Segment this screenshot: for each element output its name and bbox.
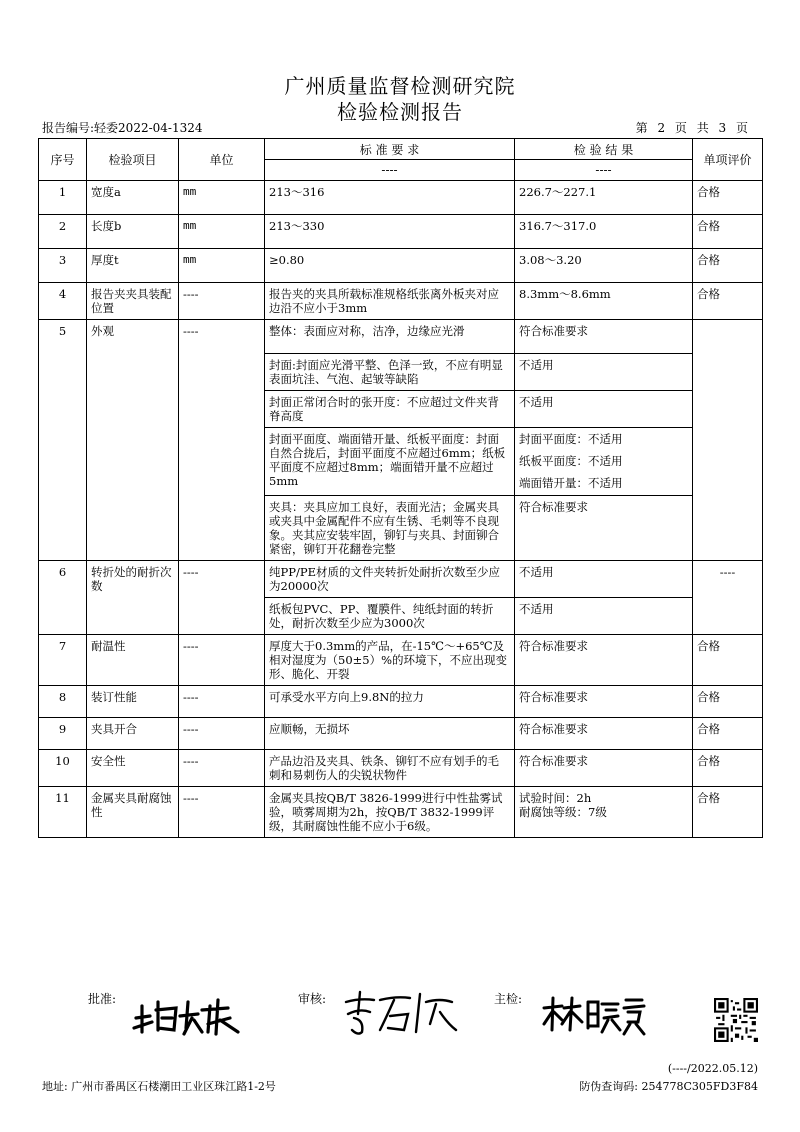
header-standard-label: 标 准 要 求 [359,143,420,157]
result-line: 试验时间：2h [519,791,592,805]
approve-label: 批准: [88,992,117,1006]
cell-item: 装订性能 [87,686,179,718]
cell-item: 厚度t [87,249,179,283]
table-row [39,561,763,598]
cell-standard: 报告夹的夹具所载标准规格纸张离外板夹对应边沿不应小于3mm [265,283,515,320]
cell-eval: 合格 [693,686,763,718]
cell-result: 316.7～317.0 [515,215,693,249]
cell-result: 符合标准要求 [515,320,693,354]
cell-item: 夹具开合 [87,718,179,750]
table-row [39,787,763,838]
cell-result: 符合标准要求 [515,750,693,787]
cell-seq: 9 [39,718,87,750]
header-item: 检验项目 [87,139,179,181]
table-row [39,283,763,320]
cell-eval: 合格 [693,249,763,283]
cell-item: 安全性 [87,750,179,787]
cell-seq: 2 [39,215,87,249]
cell-unit: mm [179,181,265,215]
cell-standard: 封面正常闭合时的张开度：不应超过文件夹背脊高度 [265,391,515,428]
approve-signature [128,988,248,1038]
cell-unit: ---- [179,718,265,750]
cell-seq: 3 [39,249,87,283]
cell-item: 报告夹夹具装配位置 [87,283,179,320]
header-seq: 序号 [39,139,87,181]
cell-standard: 封面:封面应光滑平整、色泽一致，不应有明显表面坑洼、气泡、起皱等缺陷 [265,354,515,391]
review-signature [340,984,460,1040]
address: 地址: 广州市番禺区石楼潮田工业区珠江路1-2号 [42,1080,276,1093]
cell-seq: 6 [39,561,87,635]
result-line: 封面平面度：不适用 [519,432,623,446]
cell-unit: ---- [179,787,265,838]
table-row [39,181,763,215]
cell-eval: ---- [693,561,763,635]
cell-standard: 夹具：夹具应加工良好，表面光洁；金属夹具或夹具中金属配件不应有生锈、毛刺等不良现象。夹其应安装牢固，铆钉与夹具、封面铆合紧密，铆钉开花翻卷完整 [265,496,515,561]
inspect-label: 主检: [494,992,523,1006]
report-date-code: (----/2022.05.12) [667,1062,758,1075]
anti-fake-code: 防伪查询码: 254778C305FD3F84 [579,1080,758,1093]
table-row [39,686,763,718]
inspect-signature [540,994,660,1038]
qr-code-icon [714,998,758,1042]
cell-seq: 4 [39,283,87,320]
cell-standard: 213～330 [265,215,515,249]
cell-unit: ---- [179,561,265,635]
cell-seq: 10 [39,750,87,787]
institute-name: 广州质量监督检测研究院 [284,74,516,98]
cell-result: 符合标准要求 [515,686,693,718]
cell-result: 3.08～3.20 [515,249,693,283]
page-info: 第 2 页 共 3 页 [635,121,748,135]
cell-standard: 厚度大于0.3mm的产品，在-15℃～+65℃及相对湿度为（50±5）%的环境下，不应出现变形、脆化、开裂 [265,635,515,686]
cell-standard: 可承受水平方向上9.8N的拉力 [265,686,515,718]
report-number: 报告编号:轻委2022-04-1324 [42,121,203,135]
header-eval: 单项评价 [693,139,763,181]
header-result-sub: ---- [515,159,692,180]
cell-eval: 合格 [693,215,763,249]
cell-eval: 合格 [693,181,763,215]
table-row [39,750,763,787]
cell-item: 外观 [87,320,179,561]
cell-result: 不适用 [515,561,693,598]
cell-standard: 产品边沿及夹具、铁条、铆钉不应有划手的毛刺和易刺伤人的尖锐状物件 [265,750,515,787]
cell-result: 符合标准要求 [515,635,693,686]
cell-standard: 整体：表面应对称，洁净，边缘应光滑 [265,320,515,354]
report-title: 检验检测报告 [337,100,463,124]
cell-unit: ---- [179,686,265,718]
table-header-row [39,139,763,181]
table-row [39,635,763,686]
cell-standard: 应顺畅，无损坏 [265,718,515,750]
cell-unit: ---- [179,320,265,561]
cell-result [515,428,693,496]
cell-standard: 213～316 [265,181,515,215]
cell-eval: 合格 [693,787,763,838]
cell-eval: 合格 [693,635,763,686]
header-standard [265,139,515,181]
cell-item: 金属夹具耐腐蚀性 [87,787,179,838]
cell-unit: ---- [179,635,265,686]
cell-standard: 封面平面度、端面错开量、纸板平面度：封面自然合拢后，封面平面度不应超过6mm；纸板平面度不应超过8mm；端面错开量不应超过5mm [265,428,515,496]
review-label: 审核: [298,992,327,1006]
cell-item: 耐温性 [87,635,179,686]
header-result [515,139,693,181]
cell-result: 不适用 [515,354,693,391]
result-line: 端面错开量：不适用 [519,476,623,490]
cell-seq: 1 [39,181,87,215]
table-row [39,320,763,354]
cell-item: 宽度a [87,181,179,215]
header-standard-sub: ---- [265,159,514,180]
cell-eval: 合格 [693,283,763,320]
table-row [39,249,763,283]
table-row [39,718,763,750]
cell-standard: 纯PP/PE材质的文件夹转折处耐折次数至少应为20000次 [265,561,515,598]
table-row [39,215,763,249]
cell-result: 不适用 [515,391,693,428]
cell-seq: 11 [39,787,87,838]
cell-seq: 7 [39,635,87,686]
cell-item: 转折处的耐折次数 [87,561,179,635]
inspection-table [38,138,763,838]
cell-eval: 合格 [693,718,763,750]
cell-result: 8.3mm～8.6mm [515,283,693,320]
cell-standard: 纸板包PVC、PP、覆膜件、纯纸封面的转折处，耐折次数至少应为3000次 [265,598,515,635]
cell-result: 226.7～227.1 [515,181,693,215]
cell-eval [693,320,763,561]
header-unit: 单位 [179,139,265,181]
cell-unit: mm [179,249,265,283]
cell-unit: ---- [179,283,265,320]
cell-item: 长度b [87,215,179,249]
result-line: 耐腐蚀等级：7级 [519,805,607,819]
cell-unit: mm [179,215,265,249]
cell-result [515,787,693,838]
cell-result: 符合标准要求 [515,718,693,750]
cell-standard: ≥0.80 [265,249,515,283]
result-line: 纸板平面度：不适用 [519,454,623,468]
cell-standard: 金属夹具按QB/T 3826-1999进行中性盐雾试验，喷雾周期为2h，按QB/T 3832-1999评级，其耐腐蚀性能不应小于6级。 [265,787,515,838]
cell-result: 不适用 [515,598,693,635]
cell-seq: 8 [39,686,87,718]
cell-unit: ---- [179,750,265,787]
header-result-label: 检 验 结 果 [573,143,634,157]
cell-result: 符合标准要求 [515,496,693,561]
cell-seq: 5 [39,320,87,561]
cell-eval: 合格 [693,750,763,787]
